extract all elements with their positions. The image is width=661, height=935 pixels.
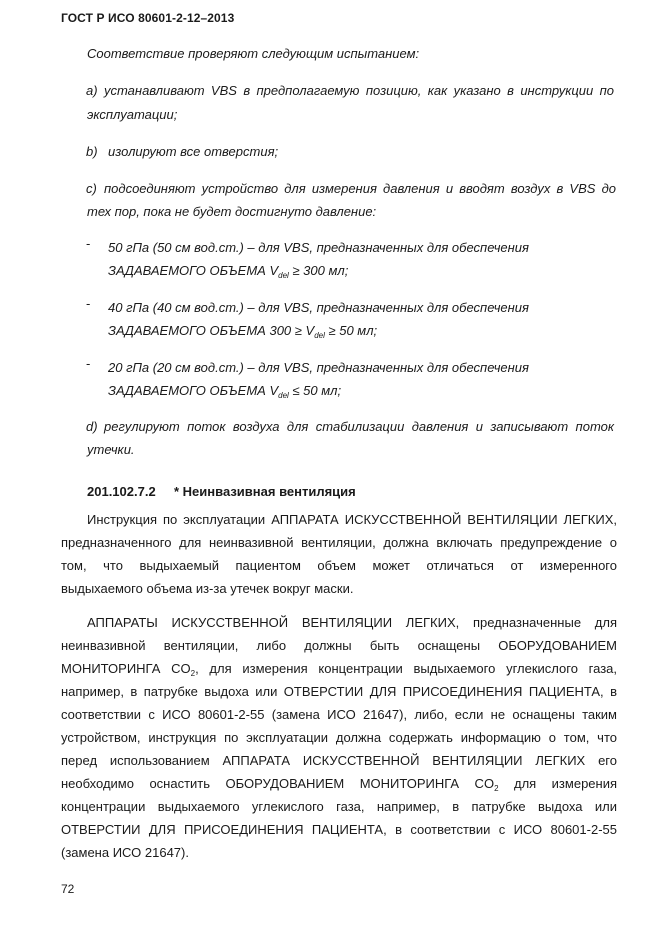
subscript-2: 2 — [494, 784, 499, 793]
para2-line2: неинвазивной вентиляции, либо должны быть оснащены ОБОРУДОВАНИЕМ — [61, 638, 617, 653]
monitoring-co2-text: МОНИТОРИНГА CO — [61, 661, 191, 676]
para2-line5: соответствии с ИСО 80601-2-55 (замена ИСО 21647), либо, если не оснащены таким — [61, 707, 617, 722]
para1-line4: выдыхаемого объема из-за утечек вокруг маски. — [61, 581, 354, 596]
item-a-line2: эксплуатации; — [87, 107, 178, 122]
item-d-line1: регулируют поток воздуха для стабилизации давления и записывают поток — [104, 419, 614, 434]
para2-line9: концентрации выдыхаемого углекислого газа, например, в патрубке выдоха или — [61, 799, 617, 814]
volume-label: ЗАДАВАЕМОГО ОБЪЕМА V — [108, 383, 279, 398]
para2-line7: перед использованием АППАРАТА ИСКУССТВЕННОЙ ВЕНТИЛЯЦИИ ЛЕГКИХ его — [61, 753, 617, 768]
para2-line6: устройством, инструкция по эксплуатации должна содержать информацию о том, что — [61, 730, 617, 745]
volume-label: ЗАДАВАЕМОГО ОБЪЕМА V — [108, 263, 279, 278]
item-a-label: a) — [86, 83, 98, 98]
subscript-del: del — [314, 331, 325, 340]
para2-line1: АППАРАТЫ ИСКУССТВЕННОЙ ВЕНТИЛЯЦИИ ЛЕГКИХ, предназначенные для — [87, 615, 617, 630]
pressure-50-line2 — [108, 259, 348, 282]
para2-line8-rest: для измерения — [498, 776, 618, 791]
subscript-del: del — [278, 271, 289, 280]
dash-bullet: - — [86, 296, 91, 311]
para2-line11: (замена ИСО 21647). — [61, 845, 189, 860]
item-b-text: изолируют все отверстия; — [108, 144, 279, 159]
para1-line3: том, что выдыхаемый пациентом объем может отличаться от измеренного — [61, 558, 617, 573]
para2-line4: например, в патрубке выдоха или ОТВЕРСТИИ ДЛЯ ПРИСОЕДИНЕНИЯ ПАЦИЕНТА, в — [61, 684, 617, 699]
section-number: 201.102.7.2 — [87, 484, 156, 499]
item-a-line1: устанавливают VBS в предполагаемую позицию, как указано в инструкции по — [104, 83, 614, 98]
page-number: 72 — [61, 882, 75, 896]
pressure-50-line1: 50 гПа (50 см вод.ст.) – для VBS, предназначенных для обеспечения — [108, 240, 529, 255]
item-d-line2: утечки. — [87, 442, 135, 457]
test-intro: Соответствие проверяют следующим испытанием: — [87, 46, 420, 61]
para2-line8 — [61, 772, 617, 795]
para1-line1: Инструкция по эксплуатации АППАРАТА ИСКУССТВЕННОЙ ВЕНТИЛЯЦИИ ЛЕГКИХ, — [87, 512, 617, 527]
pressure-20-line1: 20 гПа (20 см вод.ст.) – для VBS, предназначенных для обеспечения — [108, 360, 529, 375]
subscript-2: 2 — [190, 669, 196, 678]
pressure-40-line2 — [108, 319, 377, 342]
page-header: ГОСТ Р ИСО 80601-2-12–2013 — [61, 11, 235, 25]
item-c-line2: тех пор, пока не будет достигнуто давление: — [87, 204, 377, 219]
pressure-40-line1: 40 гПа (40 см вод.ст.) – для VBS, предназначенных для обеспечения — [108, 300, 529, 315]
volume-range: ≥ 300 мл; — [288, 263, 349, 278]
item-c-line1: подсоединяют устройство для измерения давления и вводят воздух в VBS до — [104, 181, 616, 196]
volume-range: ≥ 50 мл; — [324, 323, 378, 338]
pressure-20-line2 — [108, 379, 341, 402]
item-d-label: d) — [86, 419, 98, 434]
para2-line3 — [61, 657, 617, 680]
volume-label: ЗАДАВАЕМОГО ОБЪЕМА 300 ≥ V — [108, 323, 315, 338]
para2-line3-rest: , для измерения концентрации выдыхаемого углекислого газа, — [195, 661, 618, 676]
dash-bullet: - — [86, 236, 91, 251]
para2-line10: ОТВЕРСТИИ ДЛЯ ПРИСОЕДИНЕНИЯ ПАЦИЕНТА, в соответствии с ИСО 80601-2-55 — [61, 822, 617, 837]
dash-bullet: - — [86, 356, 91, 371]
item-c-label: c) — [86, 181, 97, 196]
volume-range: ≤ 50 мл; — [288, 383, 342, 398]
subscript-del: del — [278, 391, 289, 400]
para1-line2: предназначенного для неинвазивной вентиляции, должна включать предупреждение о — [61, 535, 617, 550]
monitoring-co2-text: необходимо оснастить ОБОРУДОВАНИЕМ МОНИТОРИНГА CO — [61, 776, 495, 791]
section-title: * Неинвазивная вентиляция — [174, 484, 356, 499]
item-b-label: b) — [86, 144, 98, 159]
